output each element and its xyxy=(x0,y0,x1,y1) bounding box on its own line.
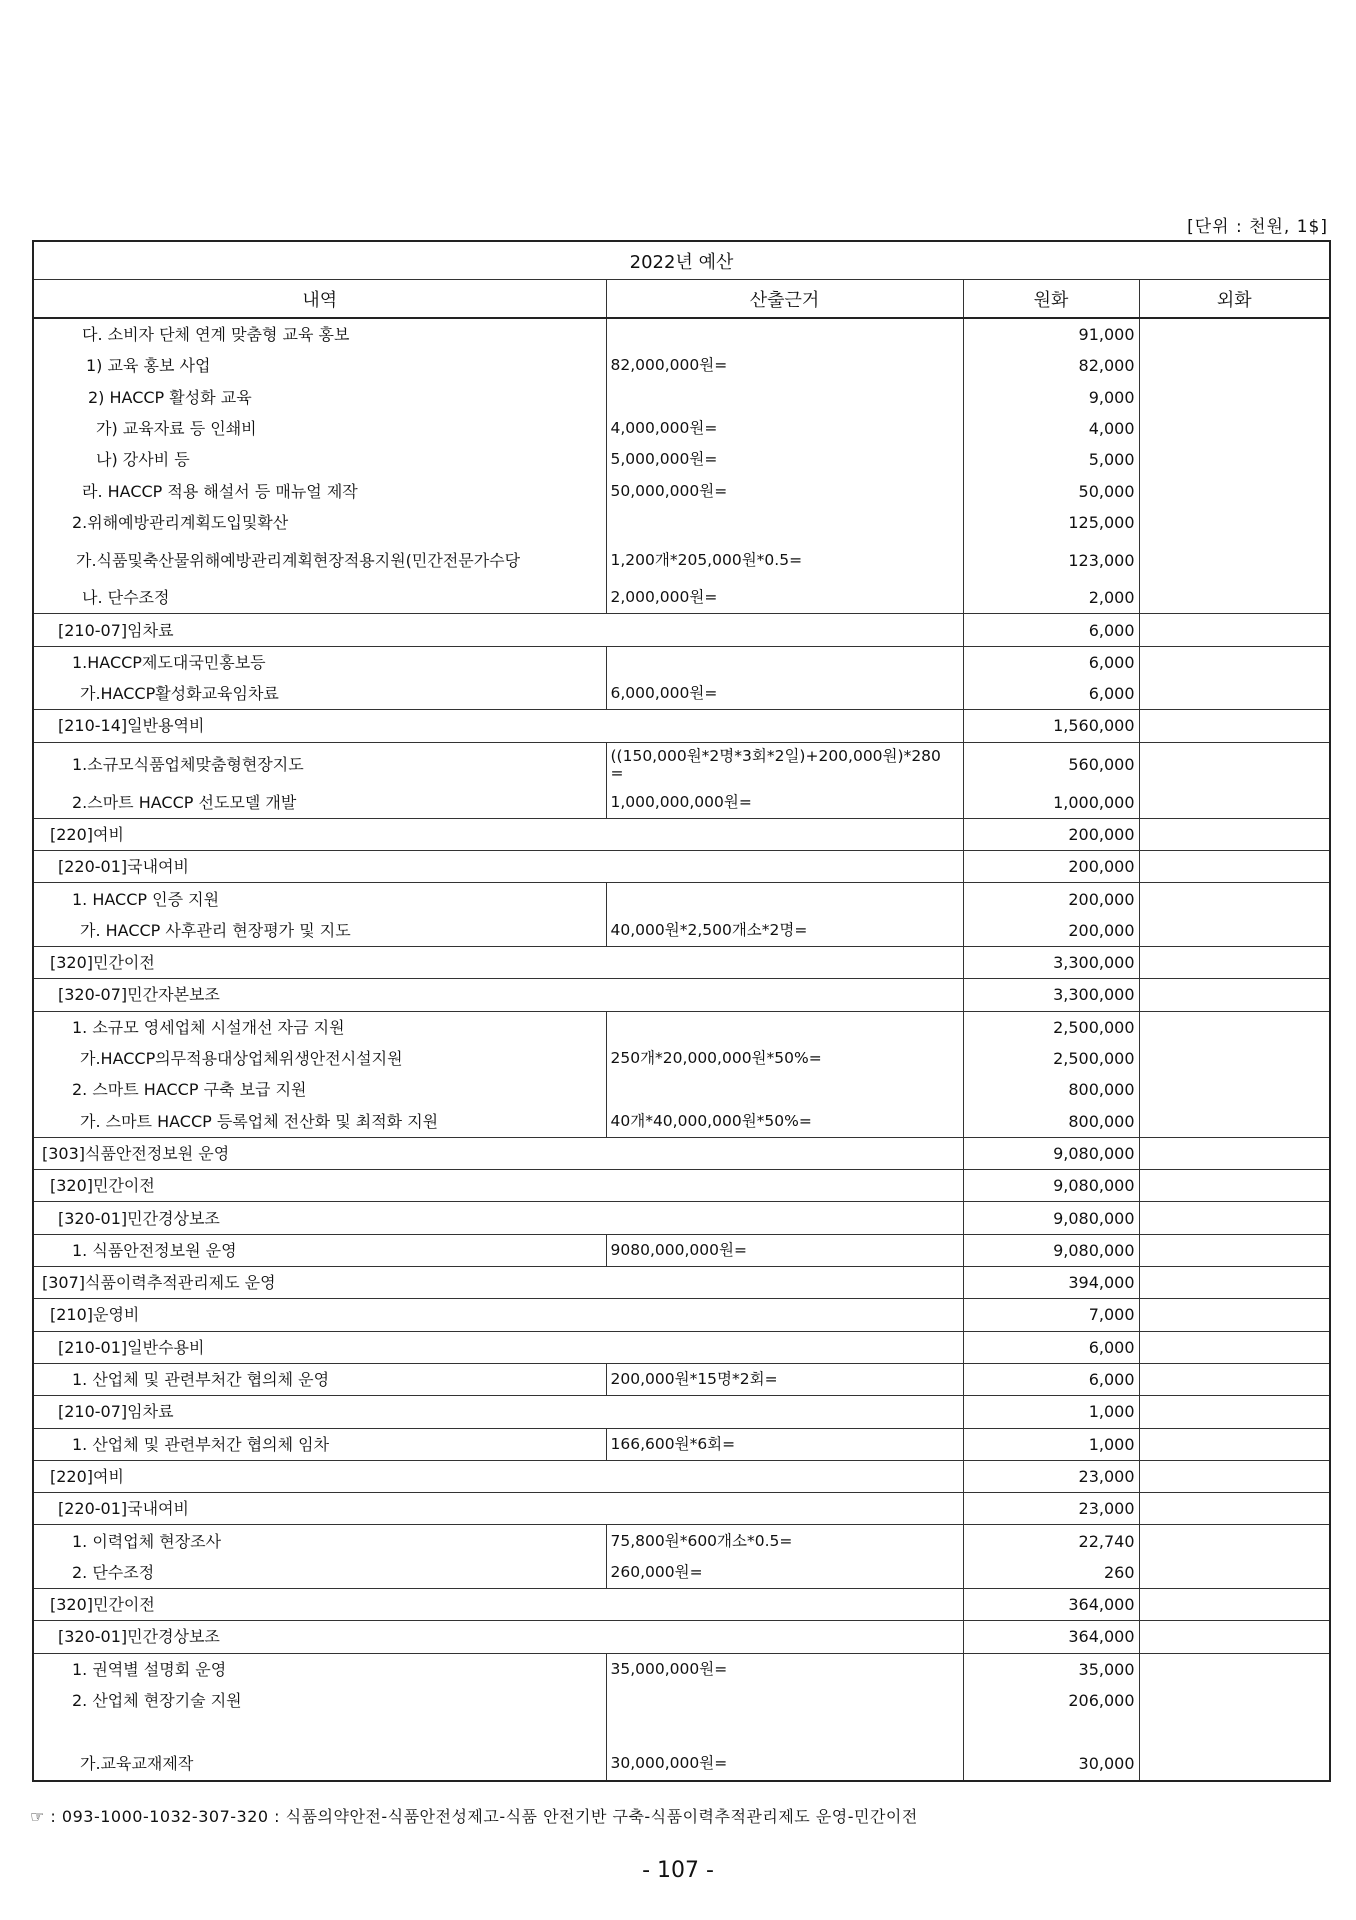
table-row xyxy=(33,979,1330,1011)
row-desc: 가) 교육자료 등 인쇄비 xyxy=(33,413,606,444)
row-krw: 23,000 xyxy=(963,1493,1139,1525)
row-desc: 1.소규모식품업체맞춤형현장지도 xyxy=(33,742,606,787)
row-desc: 1. 권역별 설명회 운영 xyxy=(33,1653,606,1685)
budget-table xyxy=(32,240,1331,1782)
table-row xyxy=(33,1043,1330,1074)
row-fx xyxy=(1139,1331,1330,1363)
row-desc: [307]식품이력추적관리제도 운영 xyxy=(33,1267,963,1299)
row-krw: 9,080,000 xyxy=(963,1137,1139,1169)
row-krw: 800,000 xyxy=(963,1106,1139,1138)
row-basis xyxy=(606,1011,963,1043)
row-fx xyxy=(1139,538,1330,582)
row-krw: 4,000 xyxy=(963,413,1139,444)
row-desc: 2) HACCP 활성화 교육 xyxy=(33,382,606,413)
row-basis: ((150,000원*2명*3회*2일)+200,000원)*280 = xyxy=(606,742,963,787)
row-fx xyxy=(1139,1588,1330,1620)
row-fx xyxy=(1139,318,1330,350)
row-fx xyxy=(1139,582,1330,614)
row-basis: 40개*40,000,000원*50%= xyxy=(606,1106,963,1138)
row-fx xyxy=(1139,1074,1330,1105)
row-desc: [320]민간이전 xyxy=(33,1170,963,1202)
row-fx xyxy=(1139,678,1330,710)
row-krw: 2,500,000 xyxy=(963,1043,1139,1074)
table-row xyxy=(33,507,1330,538)
row-krw: 6,000 xyxy=(963,646,1139,678)
row-basis: 166,600원*6회= xyxy=(606,1428,963,1460)
table-row xyxy=(33,851,1330,883)
table-row xyxy=(33,538,1330,582)
row-desc: 가. 스마트 HACCP 등록업체 전산화 및 최적화 지원 xyxy=(33,1106,606,1138)
table-row xyxy=(33,1363,1330,1395)
row-desc: 1) 교육 홍보 사업 xyxy=(33,350,606,381)
row-krw: 364,000 xyxy=(963,1588,1139,1620)
row-desc: 1.HACCP제도대국민홍보등 xyxy=(33,646,606,678)
table-row xyxy=(33,318,1330,350)
table-row xyxy=(33,1493,1330,1525)
table-row xyxy=(33,1267,1330,1299)
row-basis: 6,000,000원= xyxy=(606,678,963,710)
row-desc: [210-01]일반수용비 xyxy=(33,1331,963,1363)
row-fx xyxy=(1139,883,1330,915)
table-row xyxy=(33,787,1330,819)
row-krw: 7,000 xyxy=(963,1299,1139,1331)
row-desc: [320]민간이전 xyxy=(33,947,963,979)
row-desc: 1. HACCP 인증 지원 xyxy=(33,883,606,915)
table-row xyxy=(33,1460,1330,1492)
table-row xyxy=(33,710,1330,742)
row-fx xyxy=(1139,947,1330,979)
row-desc: 1. 소규모 영세업체 시설개선 자금 지원 xyxy=(33,1011,606,1043)
row-basis: 5,000,000원= xyxy=(606,444,963,475)
row-krw: 200,000 xyxy=(963,851,1139,883)
row-desc: 2. 산업체 현장기술 지원 xyxy=(33,1685,606,1716)
row-fx xyxy=(1139,1685,1330,1716)
row-fx xyxy=(1139,382,1330,413)
row-fx xyxy=(1139,1106,1330,1138)
row-krw: 125,000 xyxy=(963,507,1139,538)
row-fx xyxy=(1139,413,1330,444)
row-desc: 다. 소비자 단체 연계 맞춤형 교육 홍보 xyxy=(33,318,606,350)
row-krw: 82,000 xyxy=(963,350,1139,381)
table-row xyxy=(33,646,1330,678)
row-fx xyxy=(1139,979,1330,1011)
table-row xyxy=(33,1299,1330,1331)
table-row xyxy=(33,582,1330,614)
table-row xyxy=(33,1011,1330,1043)
row-fx xyxy=(1139,1202,1330,1234)
row-krw: 9,000 xyxy=(963,382,1139,413)
row-fx xyxy=(1139,1234,1330,1266)
table-row xyxy=(33,1234,1330,1266)
table-row xyxy=(33,1202,1330,1234)
row-fx xyxy=(1139,1493,1330,1525)
row-desc: 나) 강사비 등 xyxy=(33,444,606,475)
row-desc: [320-07]민간자본보조 xyxy=(33,979,963,1011)
row-fx xyxy=(1139,1011,1330,1043)
row-desc: [220-01]국내여비 xyxy=(33,851,963,883)
row-desc: [320-01]민간경상보조 xyxy=(33,1202,963,1234)
row-krw: 800,000 xyxy=(963,1074,1139,1105)
unit-label: [단위 : 천원, 1$] xyxy=(1187,217,1328,237)
header-desc: 내역 xyxy=(33,280,606,319)
row-basis: 1,000,000,000원= xyxy=(606,787,963,819)
row-krw: 3,300,000 xyxy=(963,947,1139,979)
row-basis: 250개*20,000,000원*50%= xyxy=(606,1043,963,1074)
row-krw: 560,000 xyxy=(963,742,1139,787)
row-basis: 50,000,000원= xyxy=(606,475,963,506)
row-krw: 22,740 xyxy=(963,1525,1139,1557)
row-krw: 364,000 xyxy=(963,1621,1139,1653)
table-row xyxy=(33,1653,1330,1685)
row-krw: 200,000 xyxy=(963,818,1139,850)
row-krw: 1,560,000 xyxy=(963,710,1139,742)
table-row xyxy=(33,1428,1330,1460)
row-fx xyxy=(1139,1170,1330,1202)
table-row xyxy=(33,413,1330,444)
row-krw: 6,000 xyxy=(963,1331,1139,1363)
row-basis: 2,000,000원= xyxy=(606,582,963,614)
table-row xyxy=(33,742,1330,787)
row-desc: [220]여비 xyxy=(33,1460,963,1492)
row-basis: 35,000,000원= xyxy=(606,1653,963,1685)
header-krw: 원화 xyxy=(963,280,1139,319)
row-fx xyxy=(1139,1043,1330,1074)
row-fx xyxy=(1139,1525,1330,1557)
page-number: - 107 - xyxy=(642,1858,714,1883)
row-basis xyxy=(606,382,963,413)
row-fx xyxy=(1139,646,1330,678)
table-row xyxy=(33,1557,1330,1589)
table-row xyxy=(33,475,1330,506)
header-basis: 산출근거 xyxy=(606,280,963,319)
row-krw: 6,000 xyxy=(963,678,1139,710)
row-desc: [220-01]국내여비 xyxy=(33,1493,963,1525)
row-krw: 2,000 xyxy=(963,582,1139,614)
row-basis: 4,000,000원= xyxy=(606,413,963,444)
row-fx xyxy=(1139,1363,1330,1395)
row-desc: 1. 식품안전정보원 운영 xyxy=(33,1234,606,1266)
row-basis xyxy=(606,318,963,350)
row-krw: 1,000 xyxy=(963,1428,1139,1460)
row-fx xyxy=(1139,1716,1330,1781)
row-krw: 1,000,000 xyxy=(963,787,1139,819)
row-fx xyxy=(1139,818,1330,850)
row-krw: 123,000 xyxy=(963,538,1139,582)
row-desc: [210]운영비 xyxy=(33,1299,963,1331)
row-fx xyxy=(1139,1460,1330,1492)
table-row xyxy=(33,1588,1330,1620)
row-desc: 가.식품및축산물위해예방관리계획현장적용지원(민간전문가수당 xyxy=(33,538,606,582)
row-desc: [320]민간이전 xyxy=(33,1588,963,1620)
row-krw: 23,000 xyxy=(963,1460,1139,1492)
row-desc: 가.HACCP의무적용대상업체위생안전시설지원 xyxy=(33,1043,606,1074)
row-krw: 3,300,000 xyxy=(963,979,1139,1011)
row-desc: [210-14]일반용역비 xyxy=(33,710,963,742)
row-basis: 260,000원= xyxy=(606,1557,963,1589)
row-fx xyxy=(1139,1299,1330,1331)
table-row xyxy=(33,1396,1330,1428)
row-basis xyxy=(606,507,963,538)
table-row xyxy=(33,1137,1330,1169)
row-fx xyxy=(1139,1267,1330,1299)
row-krw: 9,080,000 xyxy=(963,1202,1139,1234)
table-row xyxy=(33,1170,1330,1202)
row-desc: 나. 단수조정 xyxy=(33,582,606,614)
row-basis: 1,200개*205,000원*0.5= xyxy=(606,538,963,582)
row-krw: 206,000 xyxy=(963,1685,1139,1716)
row-desc: [210-07]임차료 xyxy=(33,614,963,646)
row-fx xyxy=(1139,742,1330,787)
row-basis xyxy=(606,646,963,678)
row-desc: 1. 산업체 및 관련부처간 협의체 임차 xyxy=(33,1428,606,1460)
row-desc: [303]식품안전정보원 운영 xyxy=(33,1137,963,1169)
row-fx xyxy=(1139,444,1330,475)
table-row xyxy=(33,678,1330,710)
row-fx xyxy=(1139,787,1330,819)
row-krw: 9,080,000 xyxy=(963,1234,1139,1266)
row-desc: [210-07]임차료 xyxy=(33,1396,963,1428)
row-krw: 35,000 xyxy=(963,1653,1139,1685)
row-krw: 5,000 xyxy=(963,444,1139,475)
header-fx: 외화 xyxy=(1139,280,1330,319)
row-krw: 6,000 xyxy=(963,614,1139,646)
row-basis: 82,000,000원= xyxy=(606,350,963,381)
row-krw: 6,000 xyxy=(963,1363,1139,1395)
row-fx xyxy=(1139,710,1330,742)
row-desc: 라. HACCP 적용 해설서 등 매뉴얼 제작 xyxy=(33,475,606,506)
row-krw: 200,000 xyxy=(963,915,1139,947)
row-desc: 가.HACCP활성화교육임차료 xyxy=(33,678,606,710)
table-row xyxy=(33,915,1330,947)
table-title: 2022년 예산 xyxy=(33,241,1330,280)
row-fx xyxy=(1139,1621,1330,1653)
row-krw: 91,000 xyxy=(963,318,1139,350)
row-basis: 30,000,000원= xyxy=(606,1716,963,1781)
table-row xyxy=(33,1525,1330,1557)
row-basis: 200,000원*15명*2회= xyxy=(606,1363,963,1395)
row-krw: 260 xyxy=(963,1557,1139,1589)
table-row xyxy=(33,614,1330,646)
row-krw: 200,000 xyxy=(963,883,1139,915)
row-basis xyxy=(606,1074,963,1105)
footnote: ☞ : 093-1000-1032-307-320 : 식품의약안전-식품안전성제고-식품 안전기반 구축-식품이력추적관리제도 운영-민간이전 xyxy=(30,1807,918,1826)
row-fx xyxy=(1139,851,1330,883)
row-basis: 9080,000,000원= xyxy=(606,1234,963,1266)
row-basis: 40,000원*2,500개소*2명= xyxy=(606,915,963,947)
row-fx xyxy=(1139,915,1330,947)
row-fx xyxy=(1139,1428,1330,1460)
row-fx xyxy=(1139,1396,1330,1428)
table-row xyxy=(33,1074,1330,1105)
row-desc: 2. 스마트 HACCP 구축 보급 지원 xyxy=(33,1074,606,1105)
row-fx xyxy=(1139,1653,1330,1685)
row-fx xyxy=(1139,1557,1330,1589)
table-body xyxy=(33,318,1330,1781)
row-desc: 1. 산업체 및 관련부처간 협의체 운영 xyxy=(33,1363,606,1395)
table-row xyxy=(33,444,1330,475)
table-row xyxy=(33,1331,1330,1363)
row-krw: 394,000 xyxy=(963,1267,1139,1299)
row-fx xyxy=(1139,350,1330,381)
row-basis: 75,800원*600개소*0.5= xyxy=(606,1525,963,1557)
row-desc: 2.위해예방관리계획도입및확산 xyxy=(33,507,606,538)
table-row xyxy=(33,1716,1330,1781)
row-krw: 2,500,000 xyxy=(963,1011,1139,1043)
table-row xyxy=(33,350,1330,381)
table-row xyxy=(33,1685,1330,1716)
row-desc: [320-01]민간경상보조 xyxy=(33,1621,963,1653)
row-desc: 2. 단수조정 xyxy=(33,1557,606,1589)
table-row xyxy=(33,1621,1330,1653)
table-row xyxy=(33,382,1330,413)
row-desc: [220]여비 xyxy=(33,818,963,850)
table-row xyxy=(33,947,1330,979)
row-desc: 2.스마트 HACCP 선도모델 개발 xyxy=(33,787,606,819)
row-krw: 30,000 xyxy=(963,1716,1139,1781)
row-krw: 9,080,000 xyxy=(963,1170,1139,1202)
row-fx xyxy=(1139,614,1330,646)
row-fx xyxy=(1139,475,1330,506)
row-krw: 50,000 xyxy=(963,475,1139,506)
table-row xyxy=(33,1106,1330,1138)
row-desc: 가.교육교재제작 xyxy=(33,1716,606,1781)
row-basis xyxy=(606,883,963,915)
row-basis xyxy=(606,1685,963,1716)
row-fx xyxy=(1139,507,1330,538)
table-row xyxy=(33,883,1330,915)
row-fx xyxy=(1139,1137,1330,1169)
row-desc: 1. 이력업체 현장조사 xyxy=(33,1525,606,1557)
row-desc: 가. HACCP 사후관리 현장평가 및 지도 xyxy=(33,915,606,947)
table-row xyxy=(33,818,1330,850)
row-krw: 1,000 xyxy=(963,1396,1139,1428)
